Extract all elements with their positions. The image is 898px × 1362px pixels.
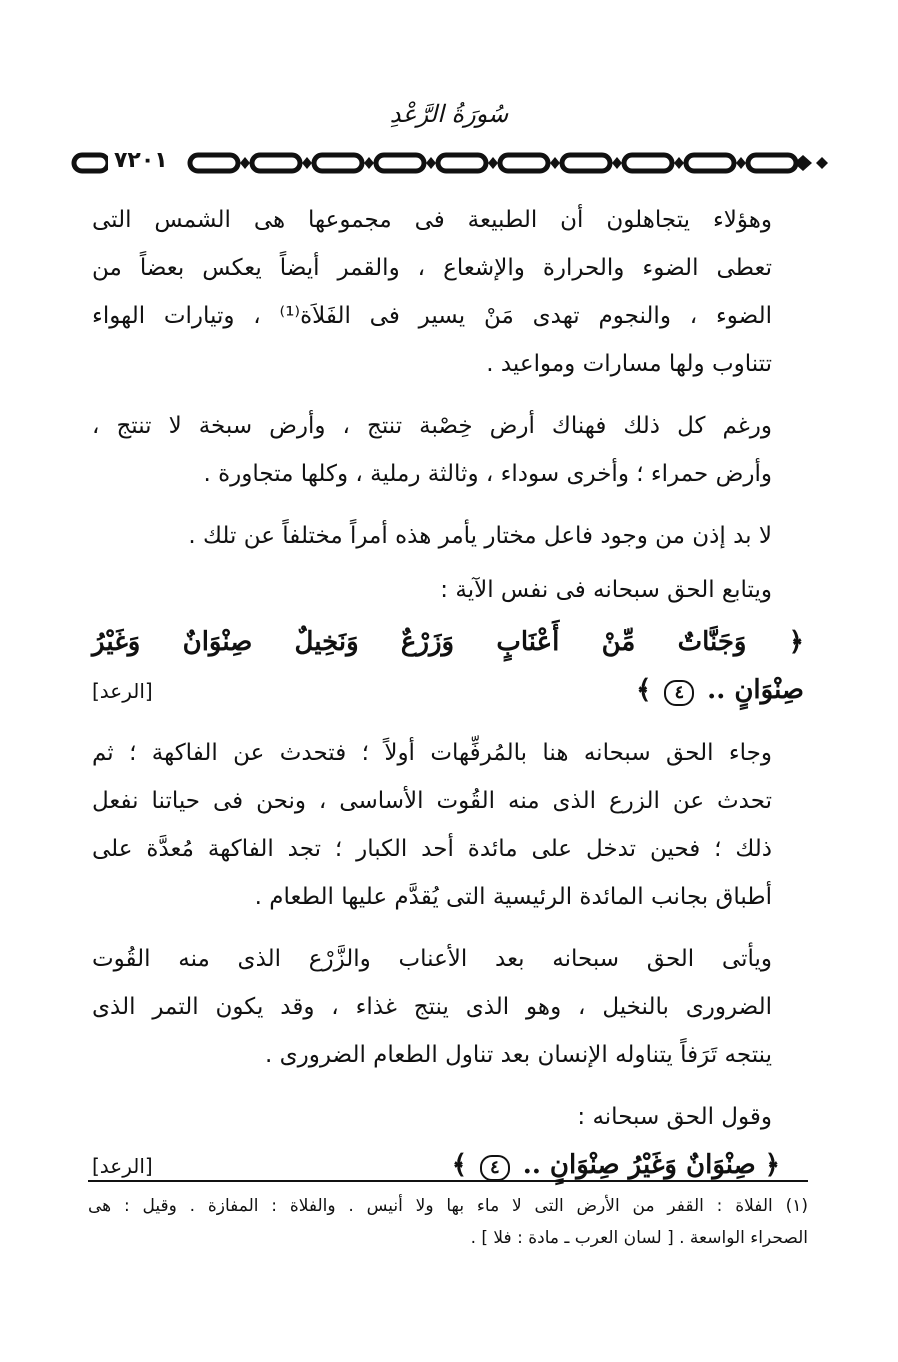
- text-line: الضوء ، والنجوم تهدى مَنْ يسير فى الفَلاَة⁽¹⁾ ، وتيارات الهواء: [92, 303, 772, 329]
- verse-row: [92, 666, 804, 715]
- verse-line: ﴿ صِنْوَانٌ وَغَيْرُ صِنْوَانٍ ..: [522, 1150, 780, 1180]
- text-line: الضرورى بالنخيل ، وهو الذى ينتج غذاء ، وقد يكون التمر الذى: [92, 994, 772, 1020]
- text-line: ويتابع الحق سبحانه فى نفس الآية :: [440, 577, 772, 603]
- paragraph: [92, 566, 804, 614]
- text-line: ذلك ؛ فحين تدخل على مائدة أحد الكبار ؛ تجد الفاكهة مُعدَّة على: [92, 836, 772, 862]
- ayah-number: ٤: [480, 1155, 510, 1181]
- surah-reference: [الرعد]: [92, 679, 153, 703]
- quran-verse-2: [92, 1141, 804, 1190]
- surah-reference: [الرعد]: [92, 1154, 153, 1178]
- paragraph: [92, 1093, 804, 1141]
- footnote-divider: [88, 1180, 808, 1182]
- text-line: وهؤلاء يتجاهلون أن الطبيعة فى مجموعها هى الشمس التى: [92, 207, 772, 233]
- text-line: وقول الحق سبحانه :: [577, 1104, 772, 1130]
- verse-line: ﴿ وَجَنَّاتٌ مِّنْ أَعْنَابٍ وَزَرْعٌ وَنَخِيلٌ صِنْوَانٌ وَغَيْرُ: [92, 627, 804, 657]
- paragraph: [92, 512, 804, 560]
- body-text: [92, 196, 804, 1190]
- verse-line: صِنْوَانٍ ..: [707, 675, 804, 705]
- verse-line-end: [636, 666, 804, 714]
- text-line: تعطى الضوء والحرارة والإشعاع ، والقمر أيضاً يعكس بعضاً من: [92, 255, 772, 281]
- paragraph: [92, 935, 804, 1079]
- text-line: وأرض حمراء ؛ وأخرى سوداء ، وثالثة رملية ، وكلها متجاورة .: [203, 461, 772, 487]
- text-line: وجاء الحق سبحانه هنا بالمُرفِّهات أولاً ؛ فتحدث عن الفاكهة ؛ ثم: [92, 740, 772, 766]
- page-number: ٧٢٠١: [108, 146, 174, 176]
- text-line: ينتجه تَرَفاً يتناوله الإنسان بعد تناول الطعام الضرورى .: [264, 1042, 772, 1068]
- ayah-number: ٤: [664, 680, 694, 706]
- paragraph: [92, 402, 804, 498]
- text-line: تتناوب ولها مسارات ومواعيد .: [486, 351, 772, 377]
- text-line: ويأتى الحق سبحانه بعد الأعناب والزَّرْع الذى منه القُوت: [92, 946, 772, 972]
- quran-verse-1: [92, 618, 804, 715]
- footnote-line: الصحراء الواسعة . [ لسان العرب ـ مادة : فلا ] .: [470, 1228, 808, 1248]
- text-line: لا بد إذن من وجود فاعل مختار يأمر هذه أمراً مختلفاً عن تلك .: [188, 523, 772, 549]
- text-line: أطباق بجانب المائدة الرئيسية التى يُقدَّم عليها الطعام .: [254, 884, 772, 910]
- footnote-line: (١) الفلاة : القفر من الأرض التى لا ماء بها ولا أنيس . والفلاة : المفازة . وقيل : هى: [88, 1196, 808, 1216]
- paragraph: [92, 196, 804, 388]
- text-line: تحدث عن الزرع الذى منه القُوت الأساسى ، ونحن فى حياتنا نفعل: [92, 788, 772, 814]
- paragraph: [92, 729, 804, 921]
- verse-close-bracket: ﴾: [451, 1150, 467, 1180]
- verse-row: [92, 1141, 804, 1190]
- footnote: [88, 1190, 808, 1254]
- text-line: ورغم كل ذلك فهناك أرض خِصْبة تنتج ، وأرض سبخة لا تنتج ،: [92, 413, 772, 439]
- surah-title: سُورَةُ الرَّعْدِ: [389, 100, 509, 128]
- verse-close-bracket: ﴾: [636, 675, 652, 705]
- ornamental-header-band: [70, 146, 830, 180]
